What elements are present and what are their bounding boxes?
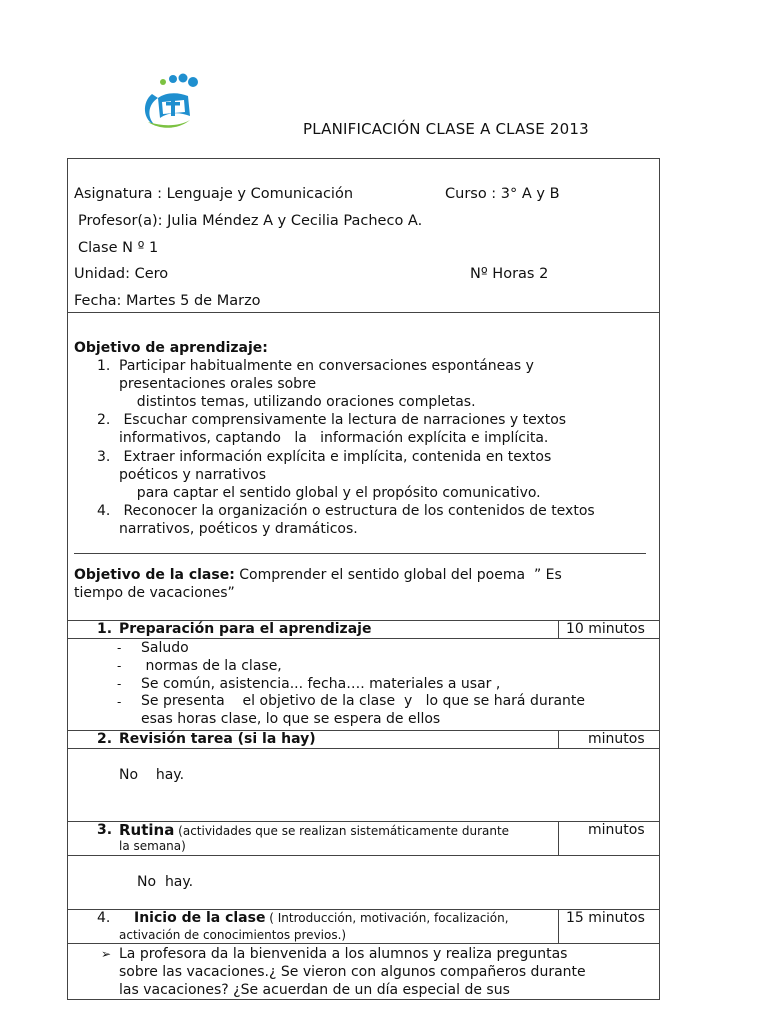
fecha: Fecha: Martes 5 de Marzo	[74, 293, 261, 309]
section-1-title: Preparación para el aprendizaje	[119, 621, 372, 637]
section-4-num: 4.	[97, 910, 111, 926]
school-logo	[138, 72, 202, 132]
objetivo-4-line1: Reconocer la organización o estructura de los contenidos de textos	[119, 503, 595, 519]
section-2-title: Revisión tarea (si la hay)	[119, 731, 316, 747]
section-3-content: No hay.	[137, 874, 194, 890]
objetivo-aprendizaje-heading: Objetivo de aprendizaje:	[74, 340, 268, 356]
section-4-desc: ( Introducción, motivación, focalización,	[265, 911, 509, 925]
section-1-item-3: Se común, asistencia... fecha…. materiales a usar ,	[141, 676, 501, 692]
arrow-bullet-icon: ➢	[101, 947, 112, 961]
section-3-desc: (actividades que se realizan sistemáticamente durante	[174, 824, 510, 838]
objetivo-1-line2: presentaciones orales sobre	[119, 376, 317, 392]
section-1-item-4: Se presenta el objetivo de la clase y lo que se hará durante	[141, 693, 586, 709]
objetivo-1-line3: distintos temas, utilizando oraciones completas.	[119, 394, 476, 410]
objetivo-4-line2: narrativos, poéticos y dramáticos.	[119, 521, 358, 537]
objetivo-2-line1: Escuchar comprensivamente la lectura de narraciones y textos	[119, 412, 567, 428]
objetivo-3-line2: poéticos y narrativos	[119, 467, 267, 483]
section-4-title-line	[134, 909, 509, 927]
section-1-item-5: esas horas clase, lo que se espera de ellos	[141, 711, 441, 727]
header-box	[67, 158, 660, 313]
section-3-num: 3.	[97, 822, 113, 838]
objetivo-clase-label: Objetivo de la clase:	[74, 567, 235, 583]
objetivo-clase	[74, 566, 562, 584]
section-1-item-1: Saludo	[141, 640, 189, 656]
objetivo-3-line3: para captar el sentido global y el propósito comunicativo.	[119, 485, 541, 501]
section-4-desc2: activación de conocimientos previos.)	[119, 928, 347, 942]
section-1-time: 10 minutos	[566, 621, 645, 637]
objetivo-2-num: 2.	[97, 412, 111, 428]
bullet-dash: -	[117, 695, 122, 709]
document-title: PLANIFICACIÓN CLASE A CLASE 2013	[303, 120, 589, 138]
section-3-time: minutos	[588, 822, 645, 838]
objetivo-clase-text2: tiempo de vacaciones”	[74, 585, 235, 601]
bullet-dash: -	[117, 641, 122, 655]
section-4-line-3: las vacaciones? ¿Se acuerdan de un día especial de sus	[119, 982, 510, 998]
curso: Curso : 3° A y B	[445, 186, 560, 202]
objetivo-1-line1: Participar habitualmente en conversaciones espontáneas y	[119, 358, 534, 374]
section-4-title: Inicio de la clase	[134, 910, 266, 926]
objetivo-1-num: 1.	[97, 358, 111, 374]
section-2-content: No hay.	[119, 767, 185, 783]
objetivo-clase-text: Comprender el sentido global del poema ” Es	[234, 567, 562, 583]
section-2-time: minutos	[588, 731, 645, 747]
bullet-dash: -	[117, 677, 122, 691]
objetivo-3-line1: Extraer información explícita e implícita, contenida en textos	[119, 449, 552, 465]
numero-horas: Nº Horas 2	[470, 266, 549, 282]
divider	[74, 553, 646, 554]
objetivo-4-num: 4.	[97, 503, 111, 519]
section-4-time: 15 minutos	[566, 910, 645, 926]
section-3-desc2: la semana)	[119, 839, 186, 853]
section-4-line-1: La profesora da la bienvenida a los alumnos y realiza preguntas	[119, 946, 568, 962]
section-4-line-2: sobre las vacaciones.¿ Se vieron con algunos compañeros durante	[119, 964, 586, 980]
clase-numero: Clase N º 1	[78, 240, 159, 256]
objetivo-3-num: 3.	[97, 449, 111, 465]
section-1-num: 1.	[97, 621, 113, 637]
section-2-num: 2.	[97, 731, 113, 747]
section-3-title: Rutina	[119, 821, 175, 839]
bullet-dash: -	[117, 659, 122, 673]
section-1-item-2: normas de la clase,	[141, 658, 282, 674]
asignatura: Asignatura : Lenguaje y Comunicación	[74, 186, 354, 202]
objetivo-2-line2: informativos, captando la información explícita e implícita.	[119, 430, 549, 446]
unidad: Unidad: Cero	[74, 266, 169, 282]
profesor: Profesor(a): Julia Méndez A y Cecilia Pacheco A.	[78, 213, 423, 229]
